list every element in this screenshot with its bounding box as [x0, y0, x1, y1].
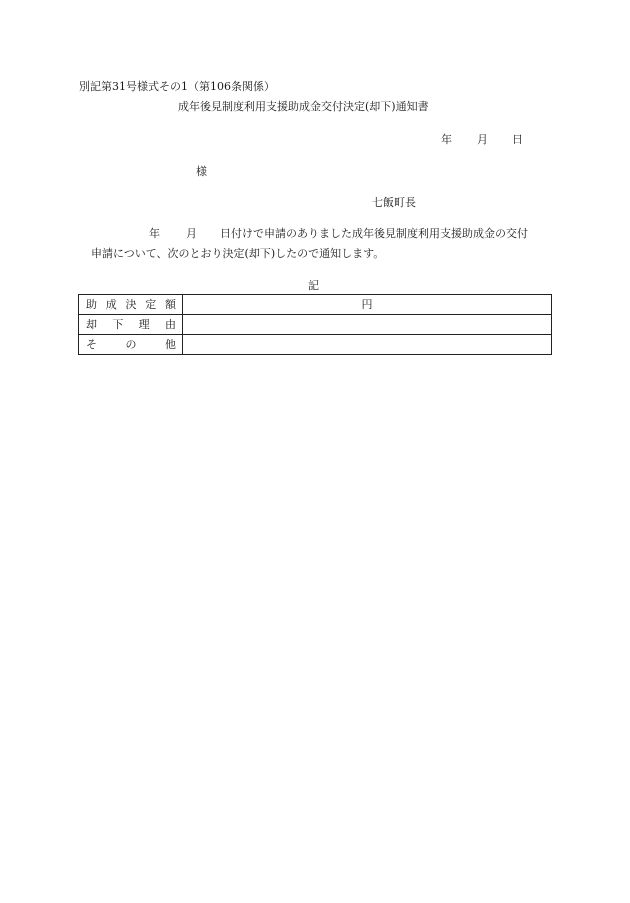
- addressee-suffix: 様: [196, 165, 207, 178]
- table-row: [79, 295, 552, 315]
- document-title: 成年後見制度利用支援助成金交付決定(却下)通知書: [178, 100, 429, 113]
- body-line-1-text: 日付けで申請のありました成年後見制度利用支援助成金の交付: [220, 227, 528, 240]
- table-row: [79, 335, 552, 355]
- row-value-grant-amount: 円: [183, 295, 552, 315]
- date-year-label: 年: [441, 133, 452, 146]
- row-label-rejection-reason: 却下理由: [79, 315, 183, 335]
- body-line-2: 申請について、次のとおり決定(却下)したので通知します。: [91, 247, 385, 260]
- detail-table: [78, 294, 552, 355]
- date-day-label: 日: [512, 133, 523, 146]
- row-label-grant-amount: 助成決定額: [79, 295, 183, 315]
- row-label-other: その他: [79, 335, 183, 355]
- table-row: [79, 315, 552, 335]
- row-value-rejection-reason: [183, 315, 552, 335]
- ki-heading: 記: [308, 279, 319, 292]
- date-month-label: 月: [477, 133, 488, 146]
- form-number: 別記第31号様式その1（第106条関係）: [79, 80, 275, 93]
- body-year-label: 年: [149, 227, 160, 240]
- issuer-name: 七飯町長: [372, 196, 416, 209]
- body-month-label: 月: [186, 227, 197, 240]
- row-value-other: [183, 335, 552, 355]
